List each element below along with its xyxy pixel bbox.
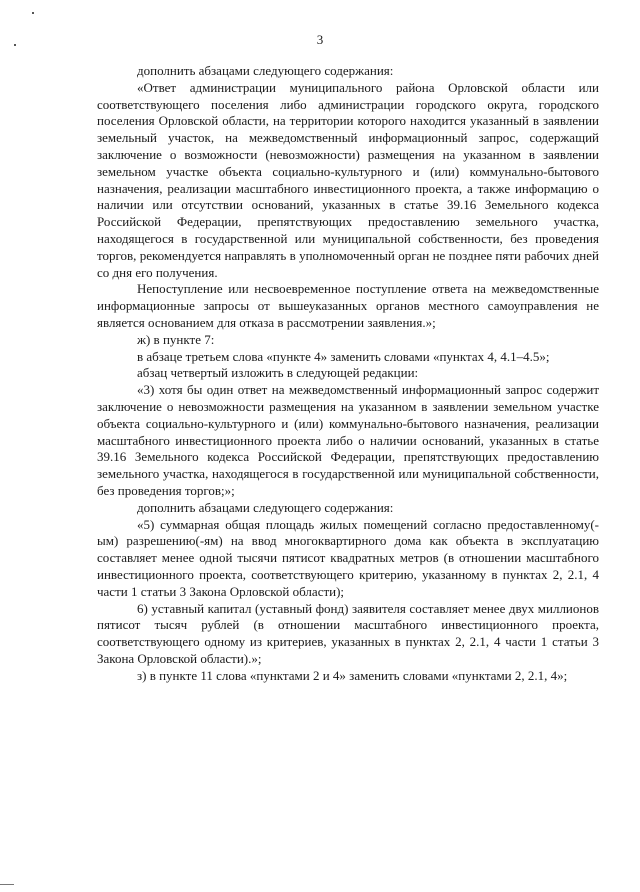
paragraph: абзац четвертый изложить в следующей редакции: bbox=[137, 365, 419, 381]
page-number: 3 bbox=[316, 32, 324, 47]
paragraph: ж) в пункте 7: bbox=[137, 331, 215, 347]
document-body bbox=[97, 63, 599, 684]
paragraph: «Ответ администрации муниципального района Орловской области или соответствующего поселения либо администрации городского округа, городского поселения Орловской области, на территории которого находится указанный в заявлении земельный участок, на межведомственный информационный запрос, содержащий заключение о возможности (невозможности) размещения на указанном в заявлении земельном участке объекта социально-культурного и (или) коммунально-бытового назначения, реализации масштабного инвестиционного проекта, а также информацию о наличии или отсутствии оснований, указанных в статье 39.16 Земельного кодекса Российской Федерации, препятствующих предоставлению земельного участка, находящегося в государственной или муниципальной собственности, без проведения торгов, рекомендуется направлять в уполномоченный орган не позднее пяти рабочих дней со дня его получения. bbox=[97, 79, 599, 280]
paragraph: «5) суммарная общая площадь жилых помещений согласно предоставленному(-ым) разрешению(-ям) на ввод многоквартирного дома как объекта в эксплуатацию составляет менее одной тысячи пятисот квадратных метров (в отношении масштабного инвестиционного проекта, соответствующего критерию, указанному в пунктах 2, 2.1, 4 части 1 статьи 3 Закона Орловской области); bbox=[97, 516, 599, 599]
paragraph: з) в пункте 11 слова «пунктами 2 и 4» заменить словами «пунктами 2, 2.1, 4»; bbox=[137, 667, 568, 683]
paragraph: в абзаце третьем слова «пункте 4» заменить словами «пунктах 4, 4.1–4.5»; bbox=[137, 348, 550, 364]
paragraph: дополнить абзацами следующего содержания: bbox=[137, 63, 394, 78]
scan-speck bbox=[32, 12, 34, 14]
paragraph: Непоступление или несвоевременное поступление ответа на межведомственные информационные запросы от вышеуказанных органов местного самоуправления не является основанием для отказа в рассмотрении заявления.»; bbox=[97, 281, 599, 330]
paragraph: дополнить абзацами следующего содержания: bbox=[137, 499, 394, 515]
scan-edge-mark bbox=[0, 884, 14, 885]
paragraph: 6) уставный капитал (уставный фонд) заявителя составляет менее двух миллионов пятисот тысяч рублей (в отношении масштабного инвестиционного проекта, соответствующего одному из критериев, указанных в пунктах 2, 2.1, 4 части 1 статьи 3 Закона Орловской области).»; bbox=[97, 600, 599, 666]
paragraph: «3) хотя бы один ответ на межведомственный информационный запрос содержит заключение о невозможности размещения на указанном в заявлении земельном участке объекта социально-культурного и (или) коммунально-бытового назначения, реализации масштабного инвестиционного проекта либо о наличии оснований, указанных в статье 39.16 Земельного кодекса Российской Федерации, препятствующих предоставлению земельного участка, находящегося в государственной или муниципальной собственности, без проведения торгов;»; bbox=[97, 382, 599, 498]
